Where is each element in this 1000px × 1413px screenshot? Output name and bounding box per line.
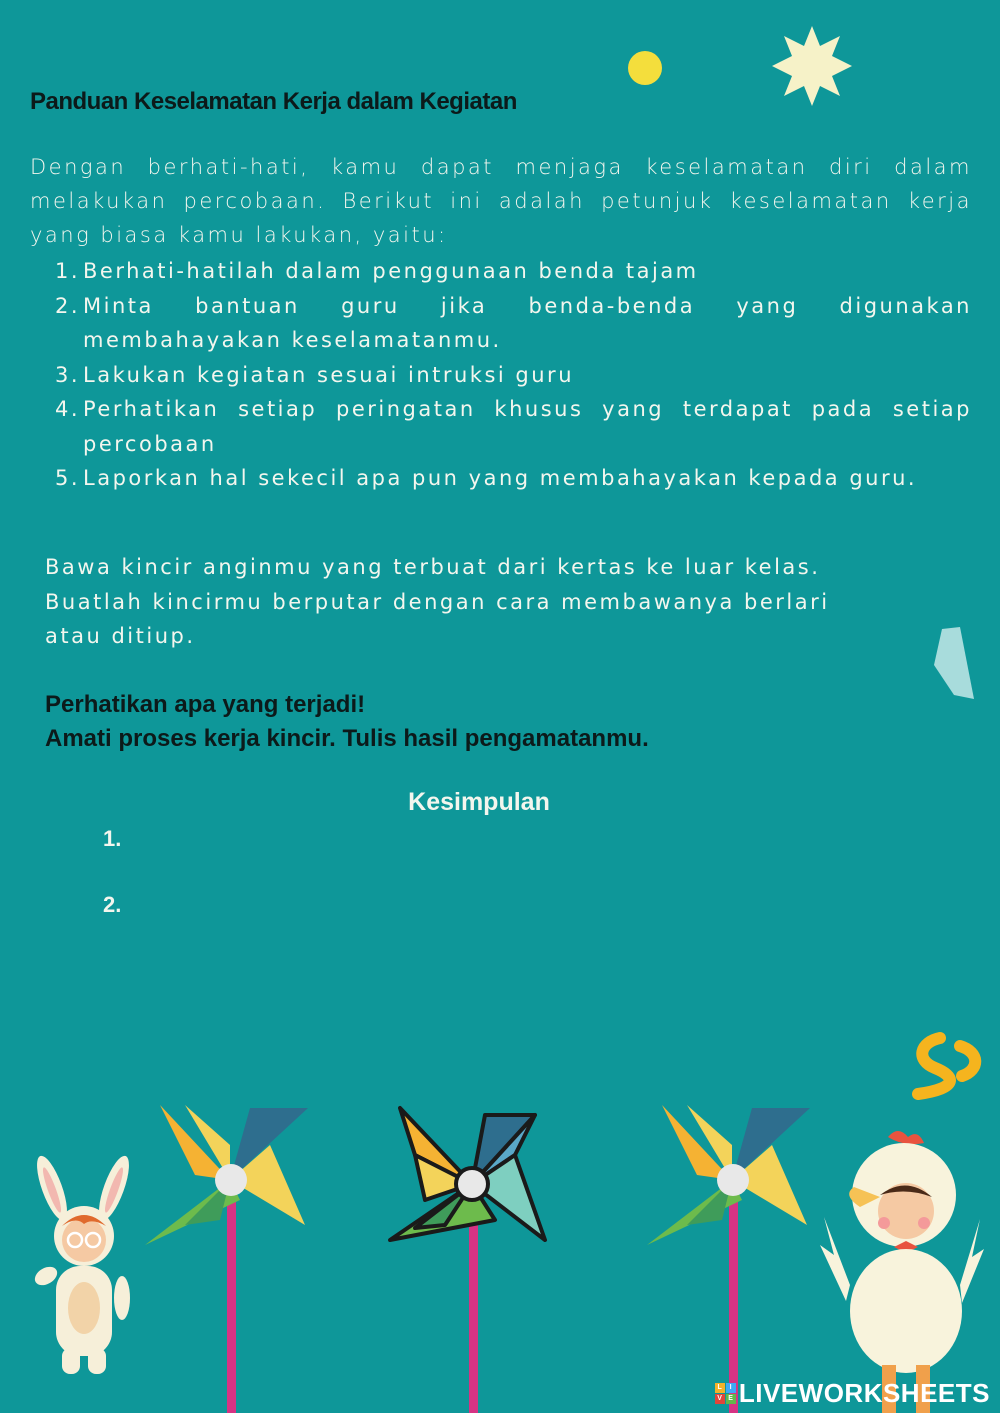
liveworksheets-logo: [715, 1378, 990, 1409]
squiggle-icon: [900, 1030, 990, 1100]
conclusion-item-2-number: 2.: [103, 892, 122, 917]
list-item: 4. Perhatikan setiap peringatan khusus yang terdapat pada setiap percobaan: [55, 397, 972, 456]
task-line-2: Buatlah kincirmu berputar dengan cara membawanya berlari atau ditiup.: [45, 589, 830, 648]
list-item: 1. Berhati-hatilah dalam penggunaan benda tajam: [55, 259, 699, 283]
pinwheel-icon: [140, 1100, 320, 1413]
list-item: 3. Lakukan kegiatan sesuai intruksi guru: [55, 362, 574, 387]
diamond-icon: [930, 625, 980, 703]
safety-rules-list: [55, 254, 972, 496]
conclusion-item-1-number: 1.: [103, 826, 122, 851]
observe-instructions: [45, 688, 649, 756]
task-line-1: Bawa kincir anginmu yang terbuat dari kertas ke luar kelas.: [45, 555, 821, 579]
list-item: 5. Laporkan hal sekecil apa pun yang membahayakan kepada guru.: [55, 466, 918, 490]
list-item: 2. Minta bantuan guru jika benda-benda yang digunakan membahayakan keselamatanmu.: [55, 293, 972, 352]
pinwheel-icon: [385, 1100, 555, 1413]
logo-grid-icon: L I V E: [715, 1383, 736, 1404]
conclusion-title: Kesimpulan: [408, 788, 550, 816]
task-instructions: [45, 550, 890, 654]
pinwheel-icon: [642, 1100, 822, 1413]
observe-line-2: Amati proses kerja kincir. Tulis hasil pengamatanmu.: [45, 725, 649, 752]
sun-dot-icon: [627, 50, 663, 86]
logo-text: LIVEWORKSHEETS: [738, 1378, 990, 1408]
intro-paragraph: Dengan berhati-hati, kamu dapat menjaga keselamatan diri dalam melakukan percobaan. Berikut ini adalah petunjuk keselamatan kerja yang biasa kamu lakukan, yaitu:: [30, 155, 972, 247]
bunny-child-icon: [22, 1148, 142, 1378]
star-burst-icon: [770, 24, 854, 108]
page-title: Panduan Keselamatan Kerja dalam Kegiatan: [30, 88, 517, 115]
observe-line-1: Perhatikan apa yang terjadi!: [45, 691, 366, 718]
chick-child-icon: [820, 1125, 985, 1413]
